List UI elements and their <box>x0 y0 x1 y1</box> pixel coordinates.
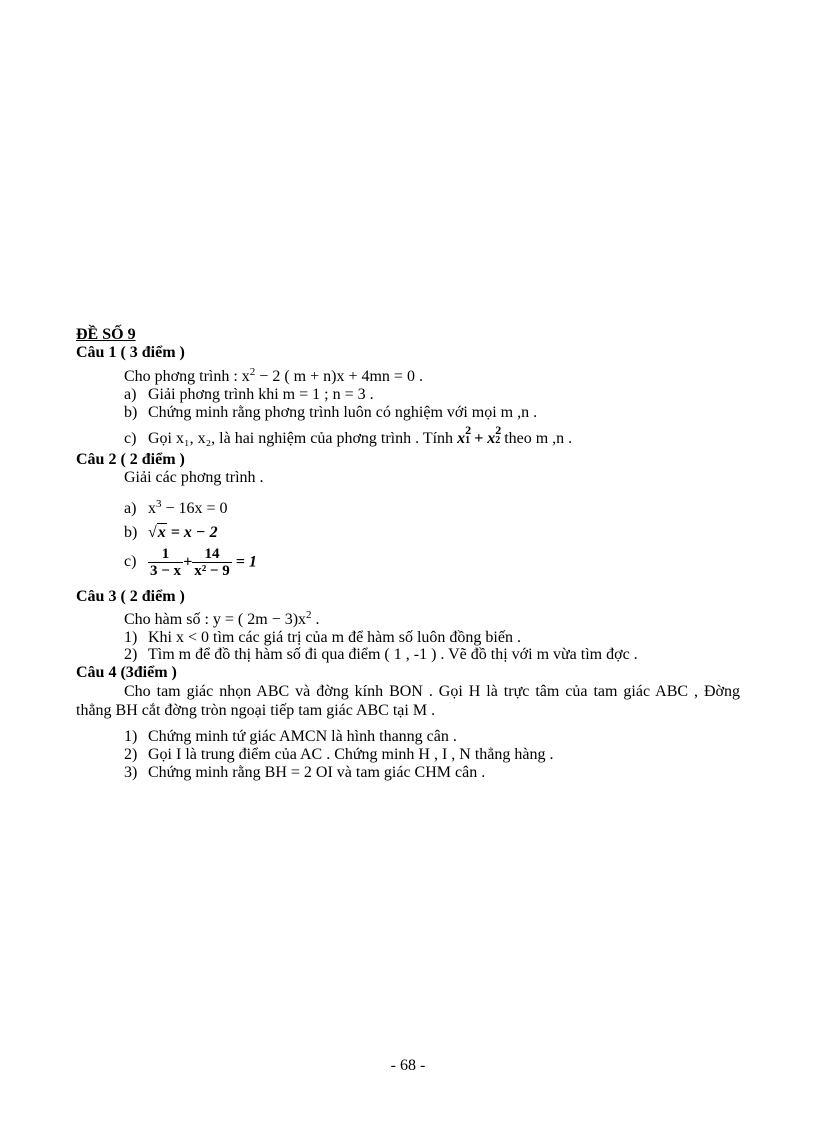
q4-item2-text: Gọi I là trung điểm của AC . Chứng minh H , I , N thẳng hàng . <box>148 746 554 763</box>
q2c-frac2-numerator: 14 <box>204 546 220 562</box>
q1a-text: Giải phơng trình khi m = 1 ; n = 3 . <box>148 386 374 403</box>
q2c-plus: + <box>183 553 193 571</box>
q1b-text: Chứng minh rằng phơng trình luôn có nghiệm với mọi m ,n . <box>148 404 538 421</box>
q3-intro-text: Cho hàm số : y = ( 2m − 3)x <box>124 611 307 628</box>
page-number: - 68 - <box>390 1057 426 1074</box>
q1c-x2-exponent: 2 <box>495 423 502 437</box>
q2b-sqrt <box>148 524 167 542</box>
q2b-rhs: = x − 2 <box>166 524 218 541</box>
q2c-frac1-numerator: 1 <box>161 546 170 562</box>
q1-intro-exponent: 2 <box>249 366 256 378</box>
q2a-label: a) <box>124 500 137 517</box>
q2c-frac1-denominator: 3 − x <box>150 563 182 579</box>
question-2-intro: Giải các phơng trình . <box>124 469 264 486</box>
q3-item1-label: 1) <box>124 629 138 646</box>
question-2-heading: Câu 2 ( 2 điểm ) <box>76 451 185 468</box>
question-4-item-1 <box>124 728 457 746</box>
question-2c <box>124 546 257 579</box>
q2c-label: c) <box>124 553 137 571</box>
question-1-heading: Câu 1 ( 3 điểm ) <box>76 344 185 361</box>
q3-intro-exponent: 2 <box>306 609 312 621</box>
q2b-label: b) <box>124 524 138 541</box>
q3-item1-text: Khi x < 0 tìm các giá trị của m để hàm số luôn đồng biến . <box>148 629 521 646</box>
question-4-intro: Cho tam giác nhọn ABC và đờng kính BON . Gọi H là trực tâm của tam giác ABC , Đờng thẳng BH cắt đờng tròn ngoại tiếp tam giác ABC tại M . <box>76 683 740 719</box>
q4-item1-label: 1) <box>124 728 138 745</box>
q1a-label: a) <box>124 386 137 403</box>
question-1b <box>124 404 537 422</box>
question-2a <box>124 500 228 518</box>
q1-intro-text: Cho phơng trình : x <box>124 368 250 385</box>
question-3-item-1 <box>124 629 521 647</box>
question-3-intro <box>124 611 320 629</box>
q1c-x2-subscript: 2 <box>495 435 501 446</box>
q1c-x2: x <box>487 430 496 447</box>
q2c-fraction-2 <box>192 546 232 579</box>
question-4-item-2 <box>124 746 554 764</box>
q1-intro-rest: − 2 ( m + n)x + 4mn = 0 . <box>255 368 423 385</box>
q4-item2-label: 2) <box>124 746 138 763</box>
q1c-text: Gọi x₁, x₂, là hai nghiệm của phơng trình . Tính <box>148 430 458 447</box>
question-1a <box>124 386 374 404</box>
q1c-x1-subscript: 1 <box>465 435 471 446</box>
q1c-plus: + <box>470 430 488 447</box>
q1c-x1: x <box>457 430 466 447</box>
question-4-item-3 <box>124 764 485 782</box>
q2b-sqrt-body: x <box>157 524 166 541</box>
q1c-x1-squared <box>457 423 472 447</box>
q2a-rest: − 16x = 0 <box>161 500 228 517</box>
exam-title: ĐỀ SỐ 9 <box>76 326 136 343</box>
q3-item2-label: 2) <box>124 646 138 663</box>
question-1c <box>124 423 573 450</box>
q1c-x2-squared <box>487 423 502 447</box>
q3-intro-rest: . <box>311 611 320 628</box>
q1b-label: b) <box>124 404 138 421</box>
q2c-frac2-denominator: x² − 9 <box>194 563 230 579</box>
q2c-fraction-1 <box>148 546 183 579</box>
q4-item1-text: Chứng minh tứ giác AMCN là hình thanng cân . <box>148 728 457 745</box>
question-3-heading: Câu 3 ( 2 điểm ) <box>76 588 185 605</box>
q1c-label: c) <box>124 430 137 447</box>
q4-item3-text: Chứng minh rằng BH = 2 OI và tam giác CHM cân . <box>148 764 486 781</box>
q2a-exponent: 3 <box>156 498 162 510</box>
q3-item2-text: Tìm m để đồ thị hàm số đi qua điểm ( 1 , -1 ) . Vẽ đồ thị với m vừa tìm đợc . <box>148 646 638 663</box>
q2c-rhs: = 1 <box>231 553 257 571</box>
question-1-intro <box>124 368 423 386</box>
q1c-x1-exponent: 2 <box>465 423 472 437</box>
q4-item3-label: 3) <box>124 764 138 781</box>
question-2b <box>124 524 218 542</box>
q2b-sqrt-sign: √ <box>148 524 157 541</box>
question-4-heading: Câu 4 (3điểm ) <box>76 664 177 681</box>
question-3-item-2 <box>124 646 638 664</box>
q1c-rest: theo m ,n . <box>500 430 573 447</box>
q2a-x: x <box>148 500 156 517</box>
